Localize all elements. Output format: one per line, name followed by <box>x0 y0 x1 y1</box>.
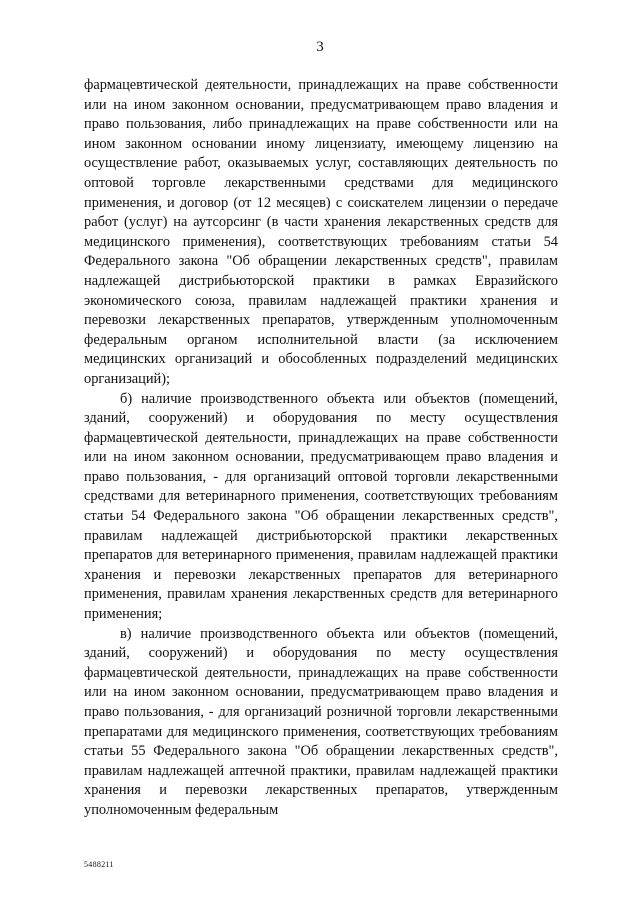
page-number: 3 <box>316 39 324 55</box>
document-body <box>84 76 558 821</box>
paragraph-item-v: в) наличие производственного объекта или объектов (помещений, зданий, сооружений) и оборудования по месту осуществления фармацевтической деятельности, принадлежащих на праве собственности или на ином законном основании, предусматривающем право владения и право пользования, - для организаций розничной торговли лекарственными препаратами для медицинского применения, соответствующих требованиям статьи 55 Федерального закона "Об обращении лекарственных средств", правилам надлежащей аптечной практики, правилам надлежащей практики хранения и перевозки лекарственных препаратов, утвержденным уполномоченным федеральным <box>84 625 558 818</box>
paragraph-continuation: фармацевтической деятельности, принадлежащих на праве собственности или на ином законном основании, предусматривающем право владения и право пользования, либо принадлежащих на праве собственности или на ином законном основании иному лицензиату, имеющему лицензию на осуществление работ, оказываемых услуг, составляющих деятельность по оптовой торговле лекарственными средствами для медицинского применения, и договор (от 12 месяцев) с соискателем лицензии о передаче работ (услуг) на аутсорсинг (в части хранения лекарственных средств для медицинского применения), соответствующих требованиям статьи 54 Федерального закона "Об обращении лекарственных средств", правилам надлежащей дистрибьюторской практики в рамках Евразийского экономического союза, правилам надлежащей практики хранения и перевозки лекарственных препаратов, утвержденным уполномоченным федеральным органом исполнительной власти (за исключением медицинских организаций и обособленных подразделений медицинских организаций); <box>84 77 558 387</box>
paragraph-item-b: б) наличие производственного объекта или объектов (помещений, зданий, сооружений) и оборудования по месту осуществления фармацевтической деятельности, принадлежащих на праве собственности или на ином законном основании, предусматривающем право владения и право пользования, - для организаций оптовой торговли лекарственными средствами для ветеринарного применения, соответствующих требованиям статьи 54 Федерального закона "Об обращении лекарственных средств", правилам надлежащей дистрибьюторской практики лекарственных препаратов для ветеринарного применения, правилам надлежащей практики хранения и перевозки лекарственных препаратов для ветеринарного применения, правилам хранения лекарственных средств для ветеринарного применения; <box>84 390 558 623</box>
document-code: 5488211 <box>84 860 114 869</box>
